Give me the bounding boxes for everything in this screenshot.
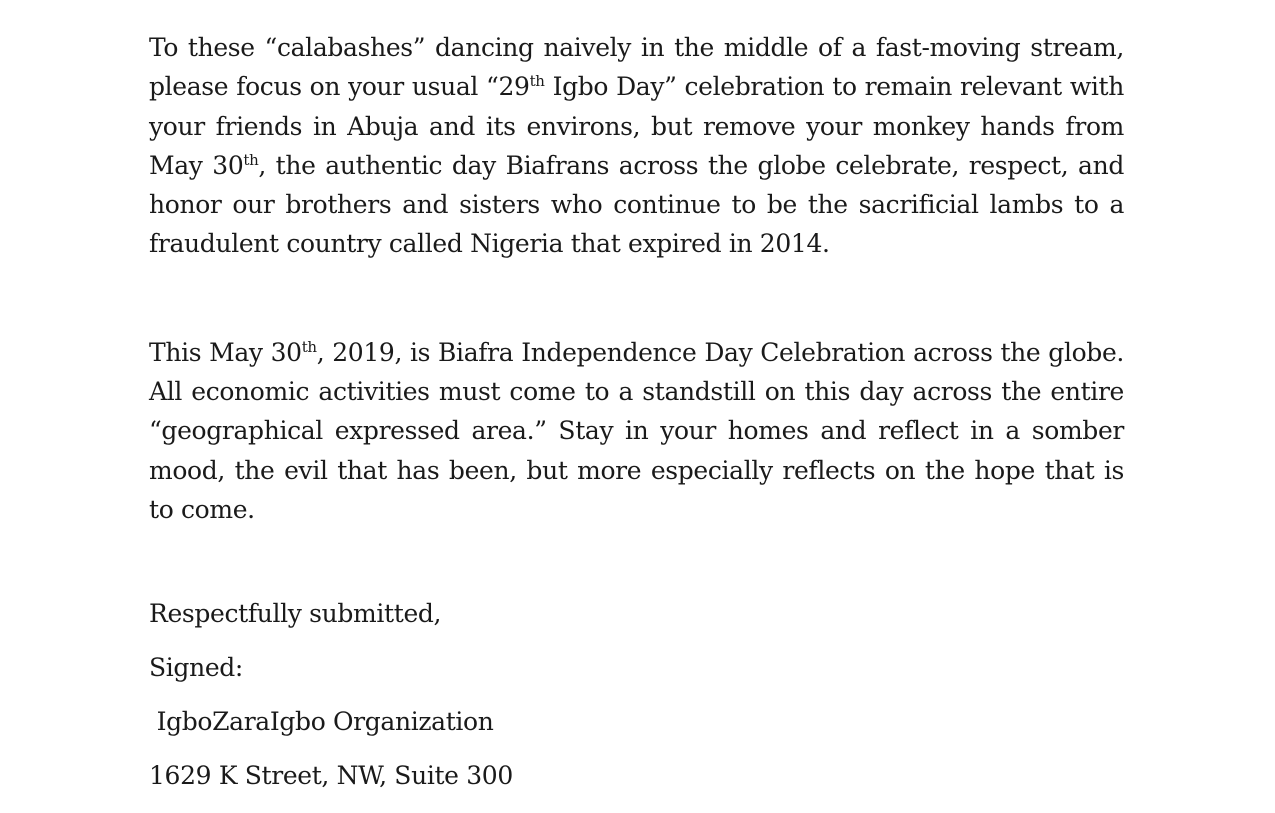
document-page <box>149 28 1124 813</box>
paragraph-independence-day <box>149 333 1124 529</box>
paragraph-1-text-c: , the authentic day Biafrans across the globe celebrate, respect, and honor our brothers and sisters who continue to be the sacrificial lambs to a fraudulent country called Nigeria that expired in 2014. <box>149 150 1124 259</box>
ordinal-suffix: th <box>301 337 317 356</box>
organization-name: IgboZaraIgbo Organization <box>149 707 494 737</box>
paragraph-2-text-b: , 2019, is Biafra Independence Day Celebration across the globe. All economic activities must come to a standstill on this day across the entire “geographical expressed area.” Stay in your homes and reflect in a somber mood, the evil that has been, but more especially reflects on the hope that is to come. <box>149 337 1124 524</box>
signature-block <box>149 597 1124 793</box>
paragraph-calabashes <box>149 28 1124 264</box>
paragraph-2-text-a: This May 30 <box>149 337 302 367</box>
paragraph-1-text-b: Igbo Day” celebration to remain relevant with your friends in Abuja and its environs, but remove your monkey hands from May 30 <box>149 72 1124 180</box>
street-address: 1629 K Street, NW, Suite 300 <box>149 761 513 791</box>
ordinal-suffix: th <box>243 150 259 169</box>
closing-salutation: Respectfully submitted, <box>149 599 442 629</box>
signed-label: Signed: <box>149 653 243 683</box>
ordinal-suffix: th <box>529 72 545 91</box>
paragraph-1-text-a: To these “calabashes” dancing naively in the middle of a fast-moving stream, please focus on your usual “29 <box>149 33 1124 102</box>
